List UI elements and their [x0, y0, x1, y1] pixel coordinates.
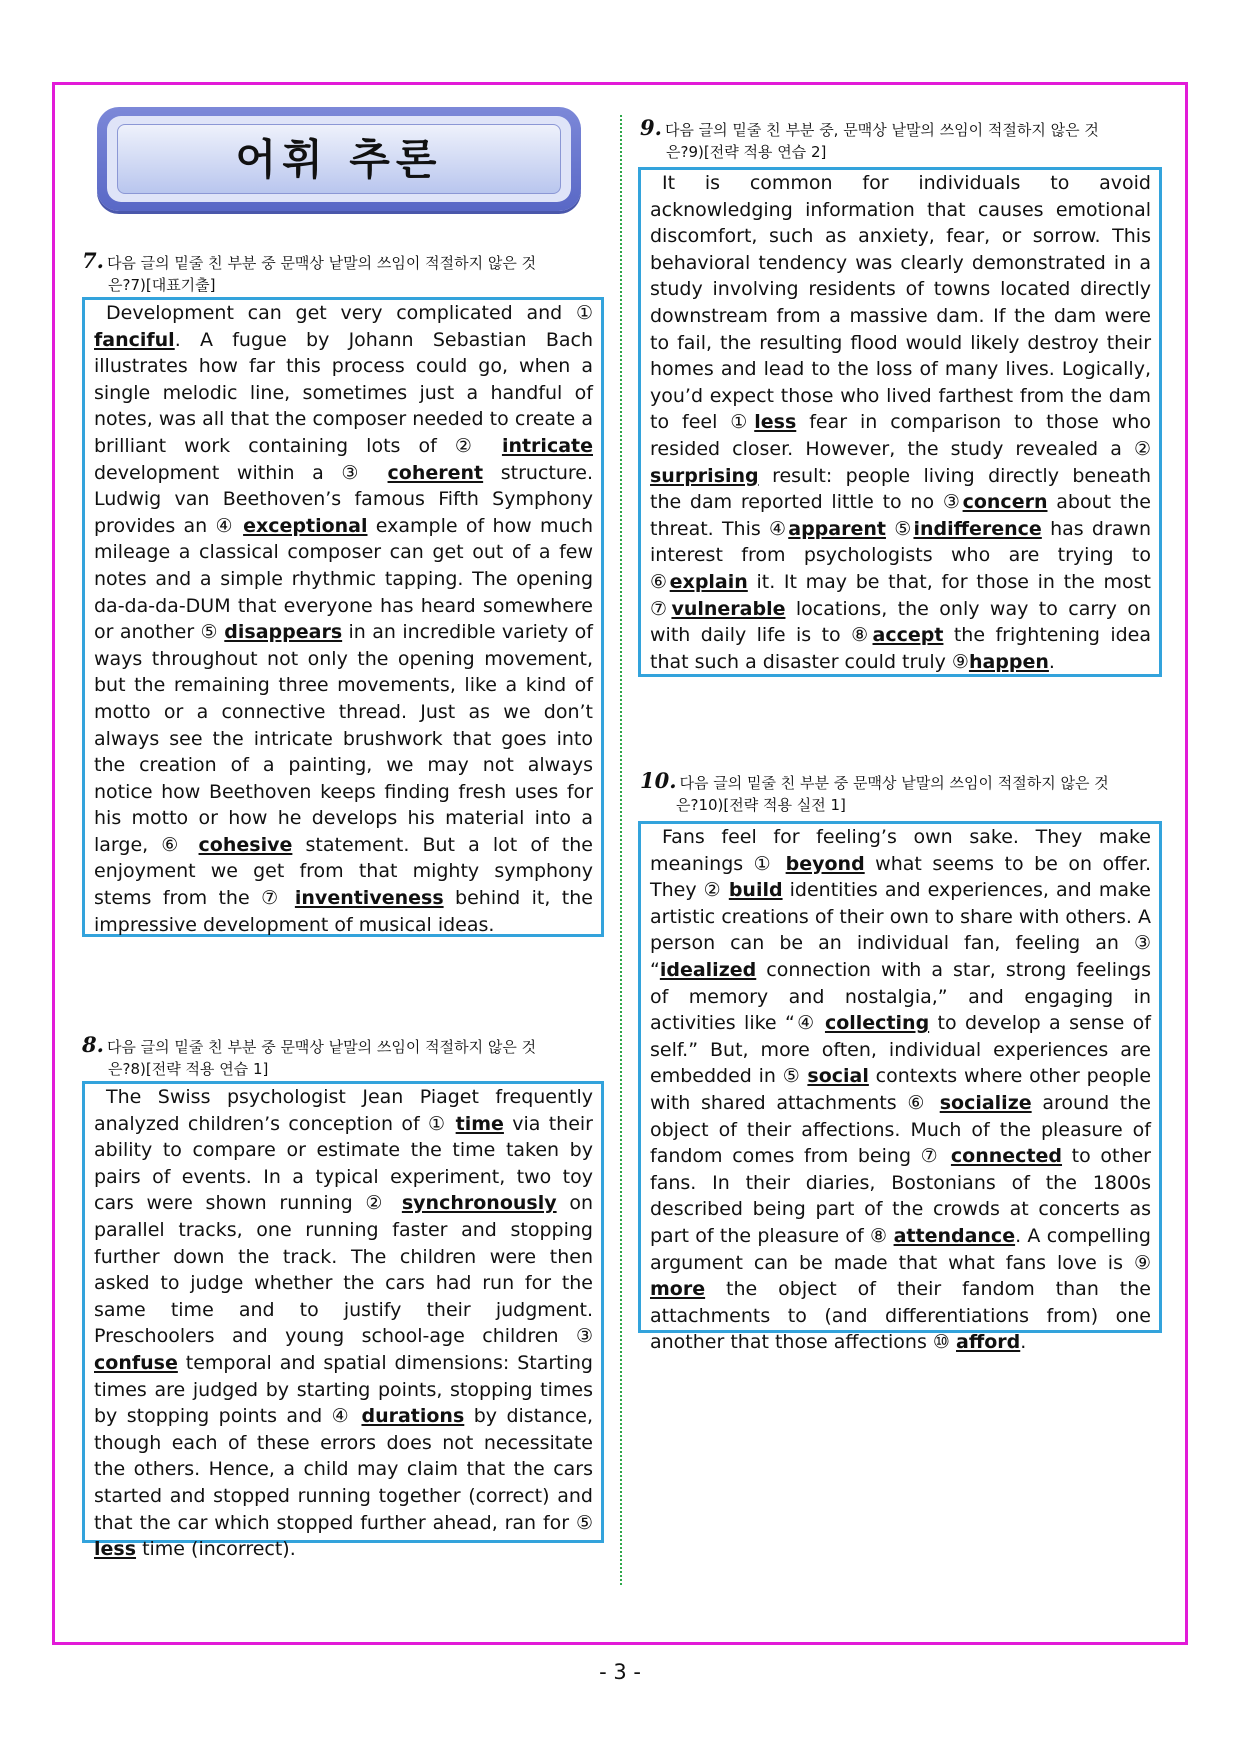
underlined-word: happen: [968, 650, 1049, 673]
passage: [94, 300, 593, 938]
underlined-word: more: [650, 1278, 706, 1301]
underlined-word: vulnerable: [671, 597, 786, 620]
passage-text: has drawn interest from psychologists who are trying to ⑥: [650, 517, 1151, 593]
passage-text: The Swiss psychologist Jean Piaget frequently analyzed children’s conception of ①: [94, 1086, 593, 1135]
underlined-word: socialize: [939, 1091, 1032, 1114]
passage: [650, 824, 1151, 1356]
question-8-header: [82, 1034, 606, 1080]
underlined-word: synchronously: [401, 1192, 557, 1215]
passage: [650, 170, 1151, 675]
question-prompt-cont: 은?10)[전략 적용 실전 1]: [676, 796, 846, 814]
passage-text: time (incorrect).: [136, 1538, 296, 1561]
column-divider: [620, 115, 622, 1585]
underlined-word: fanciful: [94, 328, 175, 351]
question-prompt: 다음 글의 밑줄 친 부분 중, 문맥상 낱말의 쓰임이 적절하지 않은 것: [664, 121, 1099, 139]
passage-text: locations, the only way to carry on with daily life is to ⑧: [650, 597, 1151, 647]
question-prompt-cont: 은?9)[전략 적용 연습 2]: [666, 143, 827, 161]
underlined-word: disappears: [224, 621, 343, 644]
passage-text: what seems to be on offer. They ②: [650, 852, 1151, 902]
passage-text: .: [1048, 650, 1055, 673]
passage-text: example of how much mileage a classical composer can get out of a few notes and a simple rhythmic tapping. The opening da-da-da-DUM that everyone has heard somewhere or another ⑤: [94, 514, 593, 644]
underlined-word: confuse: [94, 1351, 178, 1374]
underlined-word: coherent: [387, 461, 484, 484]
passage-text: the frightening idea that such a disaster could truly ⑨: [650, 624, 1151, 673]
passage-text: .: [1020, 1331, 1027, 1354]
passage-text: via their ability to compare or estimate the time taken by pairs of events. In a typical experiment, two toy cars were shown running ②: [94, 1112, 593, 1215]
question-7-passage-box: [82, 297, 604, 937]
question-number: 9.: [640, 115, 662, 140]
question-7-header: [82, 250, 606, 296]
passage-text: on parallel tracks, one running faster and stopping further down the track. The children were then asked to judge whether the cars had run for the same time and to justify their judgment. Preschoolers and young school-age children ③: [94, 1192, 593, 1348]
underlined-word: afford: [956, 1331, 1021, 1354]
underlined-word: attendance: [893, 1224, 1016, 1247]
section-banner: [97, 107, 581, 211]
question-prompt-cont: 은?7)[대표기출]: [108, 276, 216, 294]
passage-text: . A compelling argument can be made that what fans love is ⑨: [650, 1224, 1151, 1274]
passage-text: Development can get very complicated and ①: [106, 302, 593, 324]
question-number: 7.: [82, 248, 104, 273]
passage-text: to other fans. In their diaries, Bostonians of the 1800s described being part of the crowds at concerts as part of the pleasure of ⑧: [650, 1145, 1151, 1247]
page-number: - 3 -: [599, 1660, 641, 1684]
section-title: 어휘 추론: [235, 135, 443, 184]
underlined-word: less: [94, 1538, 137, 1561]
question-prompt: 다음 글의 밑줄 친 부분 중 문맥상 낱말의 쓰임이 적절하지 않은 것: [106, 1038, 537, 1056]
passage-text: connection with a star, strong feelings of memory and nostalgia,” and engaging in activities like “④: [650, 958, 1151, 1035]
underlined-word: cohesive: [198, 833, 293, 856]
passage-text: ⑤: [885, 517, 914, 540]
passage-text: the object of their fandom than the attachments to (and differentiations from) one another that those affections ⑩: [650, 1278, 1151, 1354]
passage-text: it. It may be that, for those in the most ⑦: [650, 570, 1151, 620]
underlined-word: explain: [669, 570, 748, 593]
passage-text: to develop a sense of self.” But, more often, individual experiences are embedded in ⑤: [650, 1012, 1151, 1088]
question-10-header: [640, 770, 1164, 816]
question-number: 8.: [82, 1032, 104, 1057]
passage-text: around the object of their affections. Much of the pleasure of fandom comes from being ⑦: [650, 1091, 1151, 1168]
passage-text: Fans feel for feeling’s own sake. They make meanings ①: [650, 826, 1151, 875]
question-9-header: [640, 117, 1164, 163]
underlined-word: inventiveness: [294, 887, 444, 910]
question-prompt: 다음 글의 밑줄 친 부분 중 문맥상 낱말의 쓰임이 적절하지 않은 것: [679, 774, 1109, 792]
underlined-word: exceptional: [243, 514, 368, 537]
passage-text: temporal and spatial dimensions: Starting times are judged by starting points, stopping times by stopping points and ④: [94, 1351, 593, 1428]
underlined-word: social: [807, 1065, 869, 1088]
passage-text: identities and experiences, and make artistic creations of their own to share with others. A person can be an individual fan, feeling an ③ “: [650, 879, 1151, 981]
question-prompt-cont: 은?8)[전략 적용 연습 1]: [108, 1060, 269, 1078]
underlined-word: beyond: [785, 852, 865, 875]
passage-text: contexts where other people with shared attachments ⑥: [650, 1065, 1152, 1114]
underlined-word: concern: [962, 491, 1048, 514]
passage-text: about the threat. This ④: [650, 491, 1151, 540]
passage: [94, 1084, 593, 1563]
passage-text: fear in comparison to those who resided closer. However, the study revealed a ②: [650, 411, 1151, 460]
passage-text: It is common for individuals to avoid acknowledging information that causes emotional discomfort, such as anxiety, fear, or sorrow. This behavioral tendency was clearly demonstrated in a study involving residents of towns located directly downstream from a massive dam. If the dam were to fail, the resulting flood would likely destroy their homes and lead to the loss of many lives. Logically, you’d expect those who lived farthest from the dam to feel ①: [650, 172, 1151, 434]
underlined-word: connected: [950, 1145, 1063, 1168]
passage-text: statement. But a lot of the enjoyment we get from that mighty symphony stems from the ⑦: [94, 833, 593, 910]
passage-text: development within a ③: [94, 461, 388, 484]
underlined-word: surprising: [650, 464, 759, 487]
passage-text: by distance, though each of these errors does not necessitate the others. Hence, a child may claim that the cars started and stopped running together (correct) and that the car which stopped further ahead, ran for ⑤: [94, 1405, 593, 1534]
underlined-word: less: [754, 411, 797, 434]
underlined-word: collecting: [824, 1012, 930, 1035]
underlined-word: idealized: [659, 958, 757, 981]
question-10-passage-box: [638, 821, 1162, 1354]
passage-text: behind it, the impressive development of musical ideas.: [94, 887, 593, 936]
question-8-passage-box: [82, 1081, 604, 1561]
underlined-word: durations: [361, 1405, 465, 1428]
underlined-word: indifference: [913, 517, 1042, 540]
passage-text: in an incredible variety of ways throughout not only the opening movement, but the remaining three movements, like a kind of motto or a connective thread. Just as we don’t always see the intricate brushwork that goes into the creation of a painting, we may not always notice how Beethoven keeps finding fresh uses for his motto or how he develops his material into a large, ⑥: [94, 621, 593, 856]
underlined-word: time: [455, 1112, 504, 1135]
question-prompt: 다음 글의 밑줄 친 부분 중 문맥상 낱말의 쓰임이 적절하지 않은 것: [106, 254, 537, 272]
underlined-word: build: [728, 879, 783, 902]
question-number: 10.: [640, 768, 677, 793]
passage-text: structure. Ludwig van Beethoven’s famous Fifth Symphony provides an ④: [94, 461, 593, 537]
question-9-passage-box: [638, 167, 1162, 677]
passage-text: result: people living directly beneath the dam reported little to no ③: [650, 464, 1151, 514]
underlined-word: accept: [872, 624, 944, 647]
underlined-word: intricate: [501, 434, 593, 457]
underlined-word: apparent: [788, 517, 886, 540]
passage-text: . A fugue by Johann Sebastian Bach illustrates how far this process could go, when a single melodic line, sometimes just a handful of notes, was all that the composer needed to create a brilliant work containing lots of ②: [94, 328, 593, 457]
